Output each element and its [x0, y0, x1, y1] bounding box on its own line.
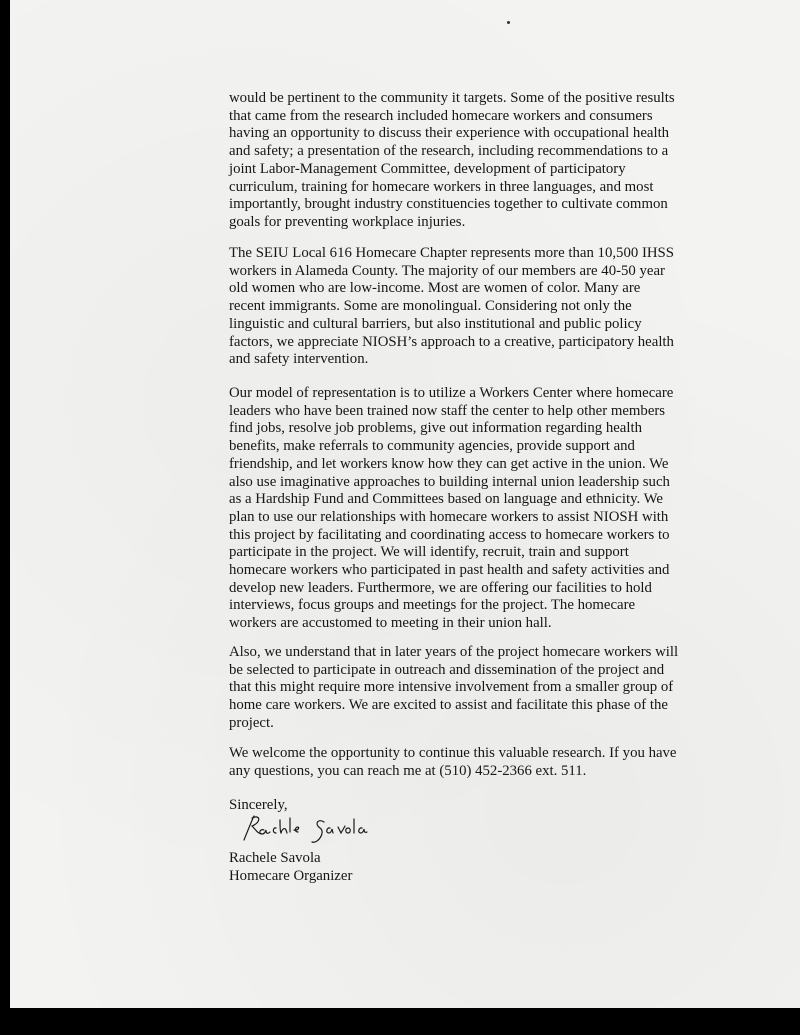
text-line: workers in Alameda County. The majority of our members are 40-50 year: [229, 262, 665, 279]
text-line: factors, we appreciate NIOSH’s approach to a creative, participatory health: [229, 333, 674, 350]
text-line: benefits, make referrals to community agencies, provide support and: [229, 438, 635, 455]
paragraph-seiu-chapter: [229, 245, 674, 369]
text-line: that this might require more intensive involvement from a smaller group of: [229, 679, 674, 696]
text-line: curriculum, training for homecare workers in three languages, and most: [229, 178, 654, 195]
text-line: joint Labor-Management Committee, development of participatory: [229, 160, 626, 177]
text-line: participate in the project. We will identify, recruit, train and support: [229, 544, 629, 561]
signer-title: Homecare Organizer: [229, 868, 353, 884]
letter-page: [10, 0, 800, 1008]
signer-name: Rachele Savola: [229, 850, 321, 866]
text-line: and safety; a presentation of the research, including recommendations to a: [229, 143, 669, 160]
text-line: as a Hardship Fund and Committees based on language and ethnicity. We: [229, 491, 663, 508]
text-line: any questions, you can reach me at (510) 452-2366 ext. 511.: [229, 762, 587, 779]
text-line: The SEIU Local 616 Homecare Chapter represents more than 10,500 IHSS: [229, 245, 675, 261]
handwritten-signature: [238, 810, 388, 846]
text-line: leaders who have been trained now staff the center to help other members: [229, 402, 666, 419]
text-line: linguistic and cultural barriers, but also institutional and public policy: [229, 315, 642, 332]
text-line: home care workers. We are excited to assist and facilitate this phase of the: [229, 697, 668, 714]
text-line: project.: [229, 714, 274, 731]
text-line: old women who are low-income. Most are women of color. Many are: [229, 280, 641, 297]
text-line: and safety intervention.: [229, 351, 369, 368]
text-line: homecare workers who participated in past health and safety activities and: [229, 562, 670, 579]
text-line: plan to use our relationships with homecare workers to assist NIOSH with: [229, 508, 669, 525]
text-line: this project by facilitating and coordinating access to homecare workers to: [229, 526, 670, 543]
text-line: Also, we understand that in later years of the project homecare workers will: [229, 644, 679, 660]
text-line: goals for preventing workplace injuries.: [229, 213, 466, 230]
text-line: be selected to participate in outreach and dissemination of the project and: [229, 661, 665, 678]
text-line: workers are accustomed to meeting in their union hall.: [229, 615, 552, 632]
closing: Sincerely,: [229, 797, 288, 813]
text-line: find jobs, resolve job problems, give out information regarding health: [229, 420, 642, 437]
text-line: We welcome the opportunity to continue this valuable research. If you have: [229, 745, 677, 761]
text-line: Our model of representation is to utilize a Workers Center where homecare: [229, 385, 674, 401]
text-line: also use imaginative approaches to building internal union leadership such: [229, 473, 670, 490]
paragraph-research-results: [229, 90, 675, 232]
text-line: importantly, brought industry constituencies together to cultivate common: [229, 196, 668, 213]
text-line: would be pertinent to the community it targets. Some of the positive results: [229, 90, 675, 106]
paragraph-welcome: [229, 745, 677, 780]
paragraph-representation-model: [229, 385, 673, 633]
text-line: friendship, and let workers know how they can get active in the union. We: [229, 455, 669, 472]
text-line: develop new leaders. Furthermore, we are offering our facilities to hold: [229, 579, 652, 596]
text-line: recent immigrants. Some are monolingual. Considering not only the: [229, 298, 632, 315]
text-line: interviews, focus groups and meetings for the project. The homecare: [229, 597, 636, 614]
text-line: that came from the research included homecare workers and consumers: [229, 107, 653, 124]
scan-speck: [507, 21, 510, 24]
paragraph-later-years: [229, 644, 678, 733]
text-line: having an opportunity to discuss their experience with occupational health: [229, 125, 670, 142]
